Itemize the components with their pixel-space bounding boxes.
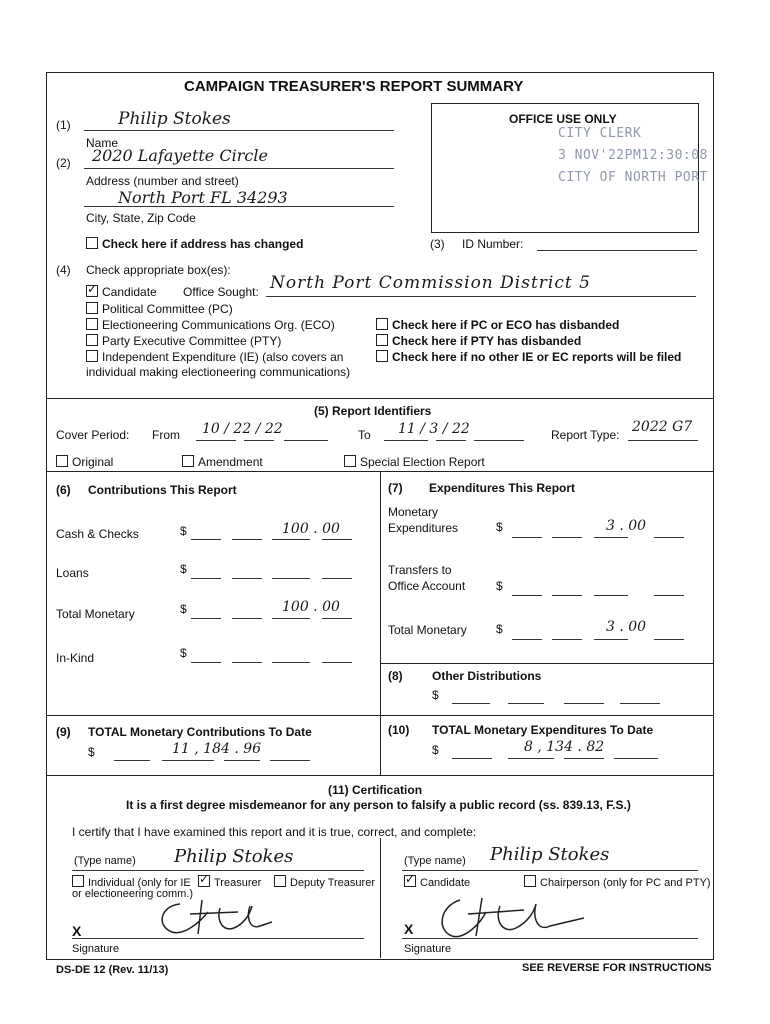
monetary-line-1: Monetary <box>388 505 439 519</box>
inkind-label: In-Kind <box>56 651 95 665</box>
total-contrib-value: 100 . 00 <box>282 599 340 615</box>
individual-checkbox[interactable]: Individual (only for IE <box>72 875 191 889</box>
pc-checkbox[interactable]: Political Committee (PC) <box>86 302 233 316</box>
right-signature-label: Signature <box>404 943 452 955</box>
special-election-checkbox[interactable]: Special Election Report <box>344 455 485 469</box>
expenditures-heading: Expenditures This Report <box>429 481 576 495</box>
total-contrib-date-value: 11 , 184 . 96 <box>172 741 262 757</box>
other-num: (8) <box>388 669 403 683</box>
loans-label: Loans <box>56 566 89 580</box>
certification-heading: (11) Certification <box>328 783 423 797</box>
city-label: City, State, Zip Code <box>86 211 196 225</box>
stamp-line-1: CITY CLERK <box>558 126 642 141</box>
chairperson-checkbox[interactable]: Chairperson (only for PC and PTY) <box>524 875 711 889</box>
address-changed-checkbox[interactable]: Check here if address has changed <box>86 237 303 251</box>
report-type-label: Report Type: <box>551 428 620 442</box>
form-number: DS-DE 12 (Rev. 11/13) <box>56 964 169 976</box>
office-sought-value: North Port Commission District 5 <box>270 273 591 293</box>
no-other-checkbox[interactable]: Check here if no other IE or EC reports will be filed <box>376 350 681 364</box>
total-contrib-date-num: (9) <box>56 725 71 739</box>
contributions-num: (6) <box>56 483 71 497</box>
left-x-mark: X <box>72 923 82 939</box>
total-contrib-label: Total Monetary <box>56 607 135 621</box>
disband-pc-checkbox[interactable]: Check here if PC or ECO has disbanded <box>376 318 619 332</box>
left-signature-label: Signature <box>72 943 120 955</box>
right-x-mark: X <box>404 921 414 937</box>
total-contrib-date-label: TOTAL Monetary Contributions To Date <box>88 725 312 739</box>
right-type-name-value: Philip Stokes <box>490 844 610 865</box>
monetary-value: 3 . 00 <box>606 518 647 534</box>
contributions-heading: Contributions This Report <box>88 483 237 497</box>
ie-checkbox[interactable]: Independent Expenditure (IE) (also covers an <box>86 350 343 364</box>
total-exp-value: 3 . 00 <box>606 619 647 635</box>
total-exp-date-label: TOTAL Monetary Expenditures To Date <box>432 723 654 737</box>
stamp-line-3: CITY OF NORTH PORT <box>558 170 708 185</box>
city-value: North Port FL 34293 <box>118 188 288 207</box>
name-number: (1) <box>56 118 71 132</box>
transfers-line-2: Office Account <box>388 579 466 593</box>
right-type-name-label: (Type name) <box>404 855 466 867</box>
individual-line-2: or electioneering comm.) <box>72 888 194 900</box>
monetary-line-2: Expenditures <box>388 521 459 535</box>
id-number-label: ID Number: <box>462 237 524 251</box>
instructions-note: SEE REVERSE FOR INSTRUCTIONS <box>522 962 712 974</box>
total-exp-date-value: 8 , 134 . 82 <box>524 739 605 755</box>
deputy-treasurer-checkbox[interactable]: Deputy Treasurer <box>274 875 375 889</box>
to-label: To <box>358 428 371 442</box>
boxes-label: Check appropriate box(es): <box>86 263 231 277</box>
to-value: 11 / 3 / 22 <box>398 421 470 437</box>
boxes-number: (4) <box>56 263 71 277</box>
id-number-field[interactable] <box>537 250 697 251</box>
total-contrib-date-dollar: $ <box>88 745 95 759</box>
other-label: Other Distributions <box>432 669 542 683</box>
address-number: (2) <box>56 156 71 170</box>
total-exp-date-num: (10) <box>388 723 410 737</box>
address-value: 2020 Lafayette Circle <box>92 146 268 165</box>
name-label: Name <box>86 136 119 150</box>
other-dollar: $ <box>432 688 439 702</box>
ie-line-2: individual making electioneering communications) <box>86 365 351 379</box>
candidate-checkbox[interactable]: ✓Candidate <box>86 285 157 299</box>
office-use-label: OFFICE USE ONLY <box>509 112 617 126</box>
certification-warning: It is a first degree misdemeanor for any person to falsify a public record (ss. 839.13, F.S.) <box>126 798 631 812</box>
id-number-num: (3) <box>430 237 445 251</box>
left-type-name-label: (Type name) <box>74 855 136 867</box>
inkind-dollar: $ <box>180 646 187 660</box>
total-exp-label: Total Monetary <box>388 623 467 637</box>
transfers-dollar: $ <box>496 579 503 593</box>
original-checkbox[interactable]: Original <box>56 455 113 469</box>
total-exp-date-dollar: $ <box>432 743 439 757</box>
disband-pty-checkbox[interactable]: Check here if PTY has disbanded <box>376 334 581 348</box>
cash-dollar: $ <box>180 524 187 538</box>
cash-label: Cash & Checks <box>56 527 139 541</box>
left-signature <box>150 892 290 942</box>
right-signature <box>424 892 594 944</box>
total-exp-dollar: $ <box>496 622 503 636</box>
loans-dollar: $ <box>180 562 187 576</box>
cash-value: 100 . 00 <box>282 521 340 537</box>
monetary-dollar: $ <box>496 520 503 534</box>
total-contrib-dollar: $ <box>180 602 187 616</box>
form-title: CAMPAIGN TREASURER'S REPORT SUMMARY <box>184 78 524 95</box>
treasurer-checkbox[interactable]: ✓Treasurer <box>198 875 261 889</box>
amendment-checkbox[interactable]: Amendment <box>182 455 263 469</box>
cover-period-label: Cover Period: <box>56 428 130 442</box>
expenditures-num: (7) <box>388 481 403 495</box>
transfers-line-1: Transfers to <box>388 563 452 577</box>
from-value: 10 / 22 / 22 <box>202 421 283 437</box>
name-value: Philip Stokes <box>118 109 231 129</box>
candidate-cert-checkbox[interactable]: ✓Candidate <box>404 875 470 889</box>
certification-statement: I certify that I have examined this report and it is true, correct, and complete: <box>72 825 477 839</box>
pty-checkbox[interactable]: Party Executive Committee (PTY) <box>86 334 281 348</box>
report-type-value: 2022 G7 <box>632 419 693 435</box>
report-identifiers-heading: (5) Report Identifiers <box>314 404 432 418</box>
address-label: Address (number and street) <box>86 174 239 188</box>
stamp-line-2: 3 NOV'22PM12:30:08 <box>558 148 708 163</box>
office-sought-label: Office Sought: <box>183 285 259 299</box>
from-label: From <box>152 428 180 442</box>
left-type-name-value: Philip Stokes <box>174 846 294 867</box>
eco-checkbox[interactable]: Electioneering Communications Org. (ECO) <box>86 318 335 332</box>
